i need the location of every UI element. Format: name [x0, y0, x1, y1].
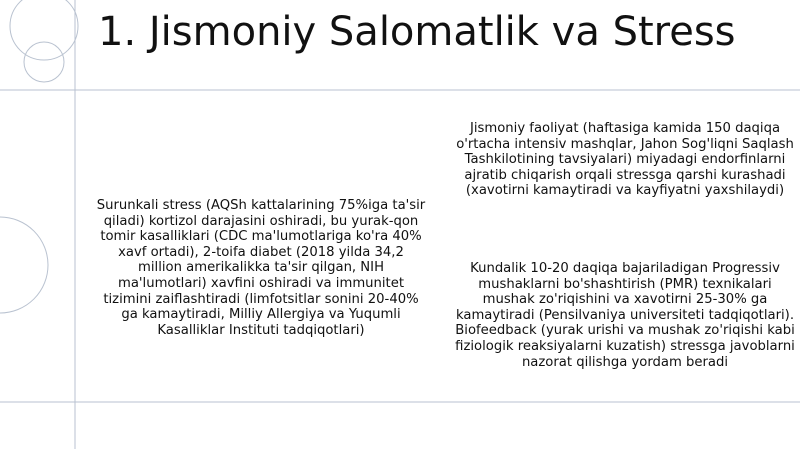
- decor-circle-top: [10, 0, 78, 60]
- paragraph-chronic-stress: Surunkali stress (AQSh kattalarining 75%iga ta'sir qiladi) kortizol darajasini oshiradi, bu yurak-qon tomir kasalliklari (CDC ma'lumotlariga ko'ra 40% xavf ortadi), 2-toifa diabet (2018 yilda 34,2 million amerikalikka ta'sir qilgan, NIH ma'lumotlari) xavfini oshiradi va immunitet tizimini zaiflashtiradi (limfotsitlar sonini 20-40% ga kamaytiradi, Milliy Allergiya va Yuqumli Kasalliklar Instituti tadqiqotlari): [96, 198, 426, 338]
- decor-circle-bottom: [0, 217, 48, 313]
- paragraph-relaxation-techniques: Kundalik 10-20 daqiqa bajariladigan Progressiv mushaklarni bo'shashtirish (PMR) texnikalari mushak zo'riqishini va xavotirni 25-30% ga kamaytiradi (Pensilvaniya universiteti tadqiqotlari). Biofeedback (yurak urishi va mushak zo'riqishi kabi fiziologik reaksiyalarni kuzatish) stressga javoblarni nazorat qilishga yordam beradi: [455, 261, 795, 370]
- slide-title: 1. Jismoniy Salomatlik va Stress: [98, 9, 736, 55]
- paragraph-physical-activity: Jismoniy faoliyat (haftasiga kamida 150 daqiqa o'rtacha intensiv mashqlar, Jahon Sog'liqni Saqlash Tashkilotining tavsiyalari) miyadagi endorfinlarni ajratib chiqarish orqali stressga qarshi kurashadi (xavotirni kamaytiradi va kayfiyatni yaxshilaydi): [456, 121, 794, 199]
- decor-circle-small: [24, 42, 64, 82]
